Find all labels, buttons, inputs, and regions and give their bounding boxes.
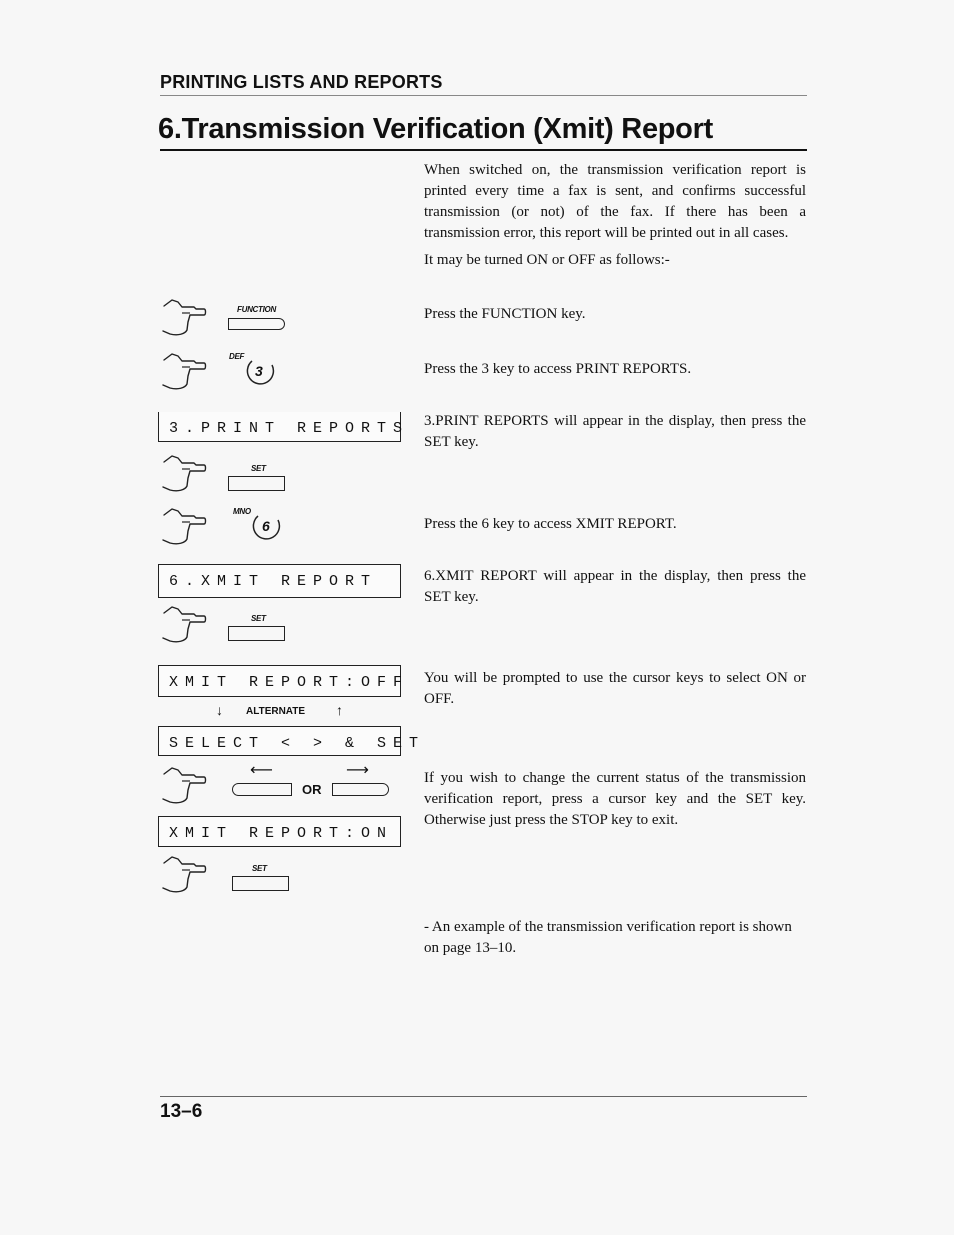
alternate-label: ALTERNATE	[246, 706, 306, 717]
set-key-label: SET	[252, 864, 267, 873]
intro-paragraph: When switched on, the transmission verification report is printed every time a fax is sent, and confirms successful transmission (or not) of the fax. If there has been a transmission error, this report will be printed out in all cases.	[424, 162, 806, 241]
key-3-label: 3	[255, 363, 263, 379]
title-rule	[160, 149, 807, 151]
display-select-set: SELECT < > & SET	[158, 726, 401, 756]
pointing-hand-icon	[160, 853, 224, 901]
right-arrow-icon: ⟶	[346, 760, 369, 779]
display-xmit-report: 6.XMIT REPORT	[158, 564, 401, 598]
page-title: 6.Transmission Verification (Xmit) Report	[158, 113, 713, 145]
set-key	[228, 476, 285, 491]
up-arrow-icon: ↑	[336, 702, 343, 718]
example-note: - An example of the transmission verification report is shown on page 13–10.	[424, 919, 792, 956]
step-5-text: 6.XMIT REPORT will appear in the display, then press the SET key.	[424, 568, 806, 605]
display-xmit-on: XMIT REPORT:ON	[158, 816, 401, 847]
header-rule	[160, 95, 807, 96]
left-arrow-icon: ⟵	[250, 760, 273, 779]
or-label: OR	[302, 782, 322, 797]
display-print-reports: 3.PRINT REPORTS	[158, 412, 401, 442]
set-key-label: SET	[251, 464, 266, 473]
function-key-label: FUNCTION	[237, 305, 276, 314]
step-2-text: Press the 3 key to access PRINT REPORTS.	[424, 361, 692, 377]
step-1-text: Press the FUNCTION key.	[424, 306, 586, 322]
pointing-hand-icon	[160, 505, 224, 553]
display-xmit-off: XMIT REPORT:OFF	[158, 665, 401, 697]
right-cursor-key	[332, 783, 389, 796]
pointing-hand-icon	[160, 603, 224, 651]
intro-instruction: It may be turned ON or OFF as follows:-	[424, 252, 670, 268]
left-cursor-key	[232, 783, 292, 796]
step-3-text: 3.PRINT REPORTS will appear in the display, then press the SET key.	[424, 413, 806, 450]
page-number: 13–6	[160, 1101, 203, 1122]
key-6-label: 6	[262, 518, 270, 534]
set-key	[232, 876, 289, 891]
mno-key-label: MNO	[233, 507, 251, 516]
step-4-text: Press the 6 key to access XMIT REPORT.	[424, 516, 677, 532]
pointing-hand-icon	[160, 452, 224, 500]
set-key-label: SET	[251, 614, 266, 623]
section-heading: PRINTING LISTS AND REPORTS	[160, 72, 443, 92]
footer-rule	[160, 1096, 807, 1097]
step-6-text: You will be prompted to use the cursor keys to select ON or OFF.	[424, 670, 806, 707]
pointing-hand-icon	[160, 764, 224, 812]
function-key	[228, 318, 285, 330]
def-key-label: DEF	[229, 352, 245, 361]
down-arrow-icon: ↓	[216, 702, 223, 718]
pointing-hand-icon	[160, 296, 224, 344]
step-7-text: If you wish to change the current status of the transmission verification report, press a cursor key and the SET key. Otherwise just press the STOP key to exit.	[424, 770, 806, 828]
pointing-hand-icon	[160, 350, 224, 398]
set-key	[228, 626, 285, 641]
